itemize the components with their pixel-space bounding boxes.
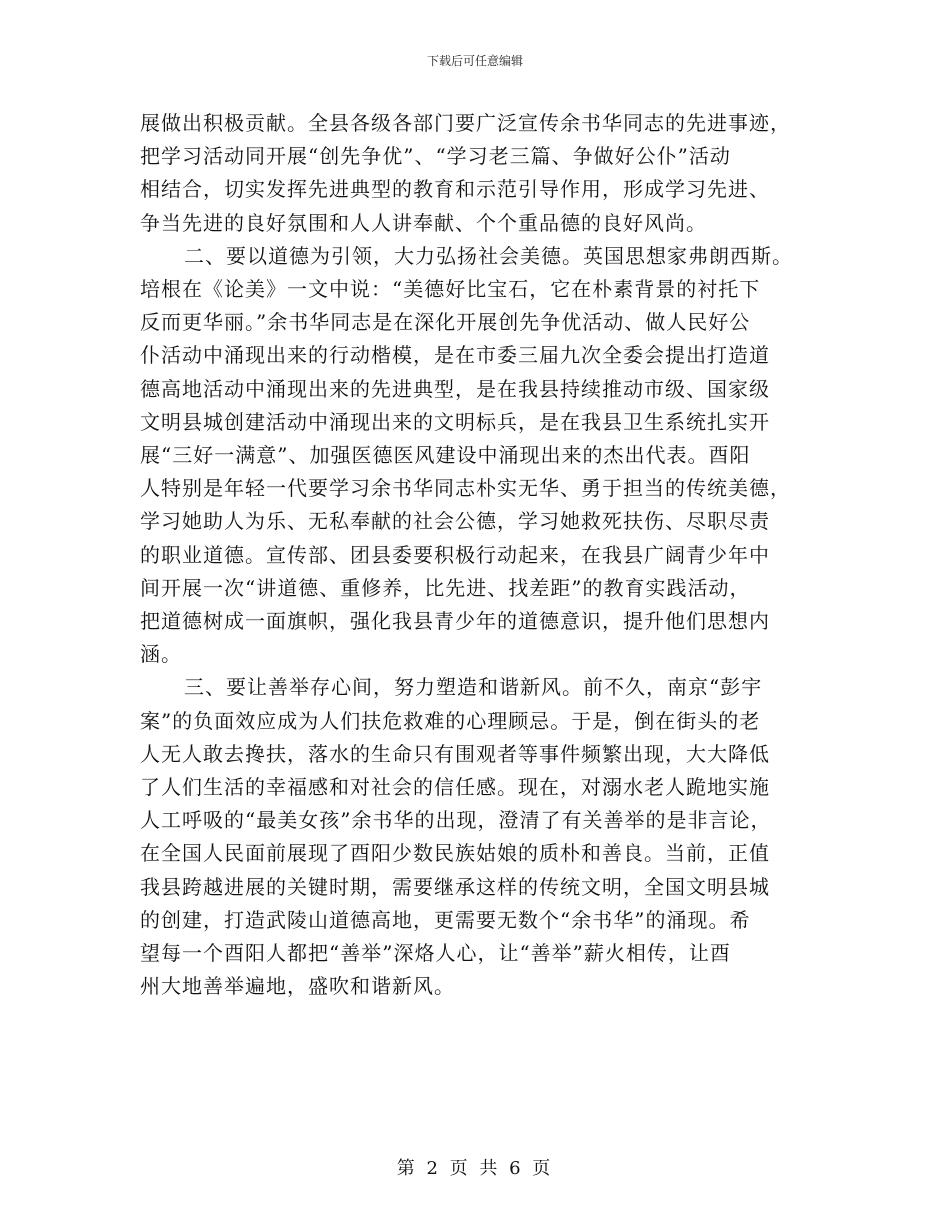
text-line: 二、要以道德为引领，大力弘扬社会美德。英国思想家弗朗西斯。 [184,243,793,268]
page-number-footer: 第 2 页 共 6 页 [396,1158,554,1179]
text-line: 的职业道德。宣传部、团县委要积极行动起来，在我县广阔青少年中 [140,542,770,567]
page-header: 下载后可任意编辑 [426,54,523,68]
paragraph-section-two [140,240,812,672]
paragraph-section-three [140,671,812,1003]
text-line: 争当先进的良好氛围和人人讲奉献、个个重品德的良好风尚。 [140,210,707,235]
text-line: 三、要让善举存心间，努力塑造和谐新风。前不久，南京“彭宇 [184,675,763,700]
text-line: 展做出积极贡献。全县各级各部门要广泛宣传余书华同志的先进事迹， [140,111,791,135]
text-line: 人无人敢去搀扶，落水的生命只有围观者等事件频繁出现，大大降低 [140,741,770,766]
text-line: 间开展一次“讲道德、重修养，比先进、找差距”的教育实践活动， [140,575,751,600]
text-line: 仆活动中涌现出来的行动楷模，是在市委三届九次全委会提出打造道 [140,343,770,368]
text-line: 人工呼吸的“最美女孩”余书华的出现，澄清了有关善举的是非言论， [140,808,772,833]
text-line: 望每一个酉阳人都把“善举”深烙人心，让“善举”薪火相传，让酉 [140,941,731,966]
text-line: 涵。 [140,642,182,667]
paragraph-continuation [140,107,812,240]
text-line: 我县跨越进展的关键时期，需要继承这样的传统文明，全国文明县城 [140,874,770,899]
text-line: 文明县城创建活动中涌现出来的文明标兵，是在我县卫生系统扎实开 [140,409,770,434]
text-line: 把学习活动同开展“创先争优”、“学习老三篇、争做好公仆”活动 [140,144,731,169]
text-line: 的创建，打造武陵山道德高地，更需要无数个“余书华”的涌现。希 [140,907,751,932]
text-line: 相结合，切实发挥先进典型的教育和示范引导作用，形成学习先进、 [140,177,770,202]
text-line: 展“三好一满意”、加强医德医风建设中涌现出来的杰出代表。酉阳 [140,443,751,468]
text-line: 培根在《论美》一文中说：“美德好比宝石，它在朴素背景的衬托下 [140,277,761,302]
text-line: 德高地活动中涌现出来的先进典型，是在我县持续推动市级、国家级 [140,376,770,401]
text-line: 在全国人民面前展现了酉阳少数民族姑娘的质朴和善良。当前，正值 [140,841,770,866]
text-line: 反而更华丽。”余书华同志是在深化开展创先争优活动、做人民好公 [140,310,751,335]
text-line: 州大地善举遍地，盛吹和谐新风。 [140,974,455,999]
text-line: 案”的负面效应成为人们扶危救难的心理顾忌。于是，倒在街头的老 [140,708,761,733]
document-body [140,107,812,1003]
text-line: 了人们生活的幸福感和对社会的信任感。现在，对溺水老人跪地实施 [140,775,770,800]
text-line: 学习她助人为乐、无私奉献的社会公德，学习她救死扶伤、尽职尽责 [140,509,770,534]
text-line: 人特别是年轻一代要学习余书华同志朴实无华、勇于担当的传统美德， [140,476,791,501]
text-line: 把道德树成一面旗帜，强化我县青少年的道德意识，提升他们思想内 [140,609,770,634]
